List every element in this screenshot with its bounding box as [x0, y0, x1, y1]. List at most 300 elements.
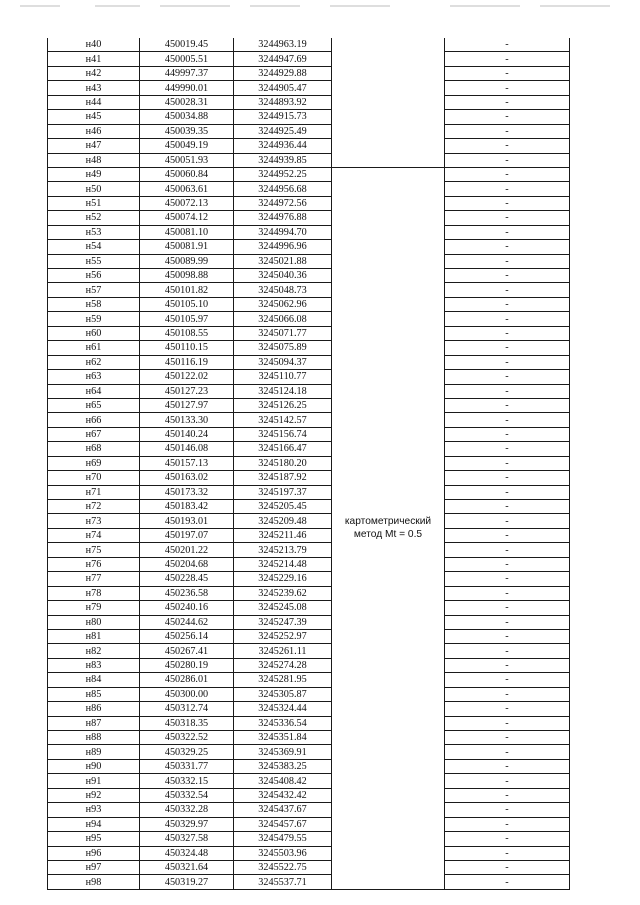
table-row [48, 846, 570, 860]
point-name-cell: н90 [48, 759, 140, 773]
accuracy-cell: - [445, 384, 570, 398]
y-coordinate-cell: 3245305.87 [234, 687, 332, 701]
point-name-cell: н40 [48, 38, 140, 52]
point-name-cell: н73 [48, 514, 140, 528]
table-row [48, 644, 570, 658]
y-coordinate-cell: 3245432.42 [234, 788, 332, 802]
table-row [48, 629, 570, 643]
table-row [48, 500, 570, 514]
point-name-cell: н76 [48, 557, 140, 571]
table-row [48, 471, 570, 485]
x-coordinate-cell: 450319.27 [140, 875, 234, 889]
x-coordinate-cell: 450324.48 [140, 846, 234, 860]
point-name-cell: н51 [48, 196, 140, 210]
x-coordinate-cell: 450051.93 [140, 153, 234, 167]
x-coordinate-cell: 450163.02 [140, 471, 234, 485]
table-row [48, 601, 570, 615]
method-cell [332, 167, 445, 889]
y-coordinate-cell: 3245110.77 [234, 370, 332, 384]
coordinates-table-body [48, 38, 570, 889]
point-name-cell: н55 [48, 254, 140, 268]
x-coordinate-cell: 450280.19 [140, 658, 234, 672]
x-coordinate-cell: 450072.13 [140, 196, 234, 210]
accuracy-cell: - [445, 471, 570, 485]
x-coordinate-cell: 450173.32 [140, 485, 234, 499]
table-row [48, 615, 570, 629]
x-coordinate-cell: 450039.35 [140, 124, 234, 138]
accuracy-cell: - [445, 283, 570, 297]
x-coordinate-cell: 450105.97 [140, 312, 234, 326]
table-row [48, 514, 570, 528]
x-coordinate-cell: 450108.55 [140, 326, 234, 340]
point-name-cell: н93 [48, 803, 140, 817]
accuracy-cell: - [445, 355, 570, 369]
x-coordinate-cell: 450329.97 [140, 817, 234, 831]
point-name-cell: н60 [48, 326, 140, 340]
x-coordinate-cell: 450157.13 [140, 456, 234, 470]
table-row [48, 370, 570, 384]
y-coordinate-cell: 3245252.97 [234, 629, 332, 643]
x-coordinate-cell: 450322.52 [140, 731, 234, 745]
accuracy-cell: - [445, 832, 570, 846]
x-coordinate-cell: 450060.84 [140, 167, 234, 181]
y-coordinate-cell: 3245211.46 [234, 528, 332, 542]
accuracy-cell: - [445, 788, 570, 802]
x-coordinate-cell: 450204.68 [140, 557, 234, 571]
accuracy-cell: - [445, 326, 570, 340]
accuracy-cell: - [445, 398, 570, 412]
point-name-cell: н43 [48, 81, 140, 95]
y-coordinate-cell: 3245261.11 [234, 644, 332, 658]
point-name-cell: н41 [48, 52, 140, 66]
y-coordinate-cell: 3245229.16 [234, 572, 332, 586]
point-name-cell: н94 [48, 817, 140, 831]
y-coordinate-cell: 3244994.70 [234, 225, 332, 239]
table-row [48, 139, 570, 153]
point-name-cell: н70 [48, 471, 140, 485]
accuracy-cell: - [445, 528, 570, 542]
y-coordinate-cell: 3245213.79 [234, 543, 332, 557]
y-coordinate-cell: 3245239.62 [234, 586, 332, 600]
point-name-cell: н87 [48, 716, 140, 730]
x-coordinate-cell: 450228.45 [140, 572, 234, 586]
point-name-cell: н95 [48, 832, 140, 846]
y-coordinate-cell: 3245062.96 [234, 297, 332, 311]
x-coordinate-cell: 449990.01 [140, 81, 234, 95]
table-row [48, 196, 570, 210]
method-label-line2: метод Mt = 0.5 [353, 529, 423, 541]
accuracy-cell: - [445, 586, 570, 600]
point-name-cell: н61 [48, 341, 140, 355]
x-coordinate-cell: 450127.23 [140, 384, 234, 398]
y-coordinate-cell: 3245166.47 [234, 442, 332, 456]
point-name-cell: н83 [48, 658, 140, 672]
point-name-cell: н75 [48, 543, 140, 557]
accuracy-cell: - [445, 211, 570, 225]
table-row [48, 297, 570, 311]
x-coordinate-cell: 450300.00 [140, 687, 234, 701]
accuracy-cell: - [445, 774, 570, 788]
table-row [48, 341, 570, 355]
point-name-cell: н86 [48, 702, 140, 716]
accuracy-cell: - [445, 413, 570, 427]
point-name-cell: н98 [48, 875, 140, 889]
table-row [48, 427, 570, 441]
x-coordinate-cell: 450122.02 [140, 370, 234, 384]
x-coordinate-cell: 450028.31 [140, 95, 234, 109]
x-coordinate-cell: 450267.41 [140, 644, 234, 658]
y-coordinate-cell: 3245126.25 [234, 398, 332, 412]
point-name-cell: н82 [48, 644, 140, 658]
accuracy-cell: - [445, 81, 570, 95]
y-coordinate-cell: 3245324.44 [234, 702, 332, 716]
x-coordinate-cell: 450116.19 [140, 355, 234, 369]
point-name-cell: н96 [48, 846, 140, 860]
accuracy-cell: - [445, 759, 570, 773]
y-coordinate-cell: 3244925.49 [234, 124, 332, 138]
y-coordinate-cell: 3245351.84 [234, 731, 332, 745]
accuracy-cell: - [445, 38, 570, 52]
accuracy-cell: - [445, 673, 570, 687]
table-row [48, 543, 570, 557]
point-name-cell: н57 [48, 283, 140, 297]
table-row [48, 788, 570, 802]
y-coordinate-cell: 3245156.74 [234, 427, 332, 441]
accuracy-cell: - [445, 860, 570, 874]
y-coordinate-cell: 3245537.71 [234, 875, 332, 889]
point-name-cell: н85 [48, 687, 140, 701]
coordinates-table-wrapper [47, 38, 570, 890]
table-row [48, 572, 570, 586]
x-coordinate-cell: 450019.45 [140, 38, 234, 52]
accuracy-cell: - [445, 225, 570, 239]
accuracy-cell: - [445, 312, 570, 326]
table-row [48, 182, 570, 196]
coordinates-table [47, 38, 570, 890]
accuracy-cell: - [445, 745, 570, 759]
table-row [48, 731, 570, 745]
point-name-cell: н50 [48, 182, 140, 196]
x-coordinate-cell: 450240.16 [140, 601, 234, 615]
point-name-cell: н59 [48, 312, 140, 326]
accuracy-cell: - [445, 803, 570, 817]
accuracy-cell: - [445, 196, 570, 210]
table-row [48, 254, 570, 268]
y-coordinate-cell: 3244996.96 [234, 240, 332, 254]
x-coordinate-cell: 450256.14 [140, 629, 234, 643]
x-coordinate-cell: 450332.28 [140, 803, 234, 817]
accuracy-cell: - [445, 297, 570, 311]
point-name-cell: н47 [48, 139, 140, 153]
table-row [48, 673, 570, 687]
point-name-cell: н71 [48, 485, 140, 499]
table-row [48, 66, 570, 80]
point-name-cell: н91 [48, 774, 140, 788]
point-name-cell: н46 [48, 124, 140, 138]
table-row [48, 745, 570, 759]
point-name-cell: н49 [48, 167, 140, 181]
table-row [48, 832, 570, 846]
table-row [48, 528, 570, 542]
table-row [48, 355, 570, 369]
accuracy-cell: - [445, 139, 570, 153]
method-label-line1: картометрический [344, 516, 432, 528]
point-name-cell: н89 [48, 745, 140, 759]
accuracy-cell: - [445, 240, 570, 254]
y-coordinate-cell: 3244936.44 [234, 139, 332, 153]
y-coordinate-cell: 3245522.75 [234, 860, 332, 874]
y-coordinate-cell: 3245040.36 [234, 269, 332, 283]
x-coordinate-cell: 450005.51 [140, 52, 234, 66]
x-coordinate-cell: 450244.62 [140, 615, 234, 629]
x-coordinate-cell: 450081.10 [140, 225, 234, 239]
table-row [48, 283, 570, 297]
accuracy-cell: - [445, 442, 570, 456]
accuracy-cell: - [445, 500, 570, 514]
accuracy-cell: - [445, 341, 570, 355]
table-row [48, 124, 570, 138]
accuracy-cell: - [445, 543, 570, 557]
table-row [48, 211, 570, 225]
table-row [48, 240, 570, 254]
y-coordinate-cell: 3245209.48 [234, 514, 332, 528]
point-name-cell: н69 [48, 456, 140, 470]
table-row [48, 52, 570, 66]
table-row [48, 398, 570, 412]
point-name-cell: н63 [48, 370, 140, 384]
point-name-cell: н79 [48, 601, 140, 615]
x-coordinate-cell: 450063.61 [140, 182, 234, 196]
y-coordinate-cell: 3244947.69 [234, 52, 332, 66]
table-row [48, 326, 570, 340]
point-name-cell: н67 [48, 427, 140, 441]
y-coordinate-cell: 3245142.57 [234, 413, 332, 427]
y-coordinate-cell: 3245369.91 [234, 745, 332, 759]
x-coordinate-cell: 450312.74 [140, 702, 234, 716]
x-coordinate-cell: 450089.99 [140, 254, 234, 268]
y-coordinate-cell: 3244952.25 [234, 167, 332, 181]
x-coordinate-cell: 450193.01 [140, 514, 234, 528]
table-row [48, 312, 570, 326]
y-coordinate-cell: 3244972.56 [234, 196, 332, 210]
table-row [48, 759, 570, 773]
x-coordinate-cell: 450127.97 [140, 398, 234, 412]
x-coordinate-cell: 450236.58 [140, 586, 234, 600]
table-row [48, 81, 570, 95]
y-coordinate-cell: 3245180.20 [234, 456, 332, 470]
y-coordinate-cell: 3244915.73 [234, 110, 332, 124]
x-coordinate-cell: 450286.01 [140, 673, 234, 687]
x-coordinate-cell: 450331.77 [140, 759, 234, 773]
accuracy-cell: - [445, 370, 570, 384]
accuracy-cell: - [445, 95, 570, 109]
x-coordinate-cell: 450110.15 [140, 341, 234, 355]
accuracy-cell: - [445, 514, 570, 528]
table-row [48, 110, 570, 124]
accuracy-cell: - [445, 846, 570, 860]
accuracy-cell: - [445, 716, 570, 730]
accuracy-cell: - [445, 702, 570, 716]
table-row [48, 774, 570, 788]
point-name-cell: н48 [48, 153, 140, 167]
point-name-cell: н54 [48, 240, 140, 254]
accuracy-cell: - [445, 572, 570, 586]
table-row [48, 557, 570, 571]
accuracy-cell: - [445, 456, 570, 470]
table-row [48, 702, 570, 716]
scan-noise-top [0, 0, 640, 12]
x-coordinate-cell: 450318.35 [140, 716, 234, 730]
y-coordinate-cell: 3245094.37 [234, 355, 332, 369]
x-coordinate-cell: 450197.07 [140, 528, 234, 542]
x-coordinate-cell: 450049.19 [140, 139, 234, 153]
point-name-cell: н42 [48, 66, 140, 80]
x-coordinate-cell: 450321.64 [140, 860, 234, 874]
y-coordinate-cell: 3245245.08 [234, 601, 332, 615]
x-coordinate-cell: 450034.88 [140, 110, 234, 124]
x-coordinate-cell: 450074.12 [140, 211, 234, 225]
y-coordinate-cell: 3245457.67 [234, 817, 332, 831]
accuracy-cell: - [445, 557, 570, 571]
point-name-cell: н84 [48, 673, 140, 687]
y-coordinate-cell: 3245281.95 [234, 673, 332, 687]
point-name-cell: н97 [48, 860, 140, 874]
y-coordinate-cell: 3244939.85 [234, 153, 332, 167]
x-coordinate-cell: 450098.88 [140, 269, 234, 283]
point-name-cell: н45 [48, 110, 140, 124]
accuracy-cell: - [445, 629, 570, 643]
y-coordinate-cell: 3245048.73 [234, 283, 332, 297]
accuracy-cell: - [445, 687, 570, 701]
table-row [48, 716, 570, 730]
table-row [48, 225, 570, 239]
table-row [48, 442, 570, 456]
y-coordinate-cell: 3245066.08 [234, 312, 332, 326]
accuracy-cell: - [445, 124, 570, 138]
point-name-cell: н65 [48, 398, 140, 412]
x-coordinate-cell: 450183.42 [140, 500, 234, 514]
point-name-cell: н66 [48, 413, 140, 427]
x-coordinate-cell: 450133.30 [140, 413, 234, 427]
y-coordinate-cell: 3244976.88 [234, 211, 332, 225]
table-row [48, 817, 570, 831]
point-name-cell: н74 [48, 528, 140, 542]
y-coordinate-cell: 3245383.25 [234, 759, 332, 773]
x-coordinate-cell: 450332.15 [140, 774, 234, 788]
point-name-cell: н44 [48, 95, 140, 109]
y-coordinate-cell: 3244929.88 [234, 66, 332, 80]
y-coordinate-cell: 3245075.89 [234, 341, 332, 355]
accuracy-cell: - [445, 485, 570, 499]
table-row [48, 384, 570, 398]
x-coordinate-cell: 450329.25 [140, 745, 234, 759]
accuracy-cell: - [445, 182, 570, 196]
accuracy-cell: - [445, 817, 570, 831]
table-row [48, 456, 570, 470]
accuracy-cell: - [445, 875, 570, 889]
x-coordinate-cell: 450081.91 [140, 240, 234, 254]
y-coordinate-cell: 3245205.45 [234, 500, 332, 514]
accuracy-cell: - [445, 66, 570, 80]
y-coordinate-cell: 3245071.77 [234, 326, 332, 340]
table-row [48, 153, 570, 167]
accuracy-cell: - [445, 644, 570, 658]
x-coordinate-cell: 450101.82 [140, 283, 234, 297]
accuracy-cell: - [445, 110, 570, 124]
y-coordinate-cell: 3245214.48 [234, 557, 332, 571]
point-name-cell: н68 [48, 442, 140, 456]
y-coordinate-cell: 3245197.37 [234, 485, 332, 499]
x-coordinate-cell: 450146.08 [140, 442, 234, 456]
y-coordinate-cell: 3245187.92 [234, 471, 332, 485]
table-row [48, 95, 570, 109]
method-cell-upper [332, 38, 445, 167]
point-name-cell: н80 [48, 615, 140, 629]
x-coordinate-cell: 450105.10 [140, 297, 234, 311]
y-coordinate-cell: 3244956.68 [234, 182, 332, 196]
table-row [48, 167, 570, 181]
y-coordinate-cell: 3245021.88 [234, 254, 332, 268]
y-coordinate-cell: 3244963.19 [234, 38, 332, 52]
table-row [48, 658, 570, 672]
table-row [48, 269, 570, 283]
accuracy-cell: - [445, 153, 570, 167]
point-name-cell: н92 [48, 788, 140, 802]
point-name-cell: н77 [48, 572, 140, 586]
y-coordinate-cell: 3245437.67 [234, 803, 332, 817]
x-coordinate-cell: 449997.37 [140, 66, 234, 80]
y-coordinate-cell: 3245336.54 [234, 716, 332, 730]
accuracy-cell: - [445, 658, 570, 672]
point-name-cell: н78 [48, 586, 140, 600]
y-coordinate-cell: 3244905.47 [234, 81, 332, 95]
table-row [48, 485, 570, 499]
accuracy-cell: - [445, 731, 570, 745]
table-row [48, 38, 570, 52]
table-row [48, 687, 570, 701]
accuracy-cell: - [445, 269, 570, 283]
x-coordinate-cell: 450332.54 [140, 788, 234, 802]
y-coordinate-cell: 3245247.39 [234, 615, 332, 629]
y-coordinate-cell: 3245408.42 [234, 774, 332, 788]
table-row [48, 875, 570, 889]
point-name-cell: н64 [48, 384, 140, 398]
y-coordinate-cell: 3245124.18 [234, 384, 332, 398]
point-name-cell: н81 [48, 629, 140, 643]
table-row [48, 586, 570, 600]
x-coordinate-cell: 450327.58 [140, 832, 234, 846]
point-name-cell: н53 [48, 225, 140, 239]
y-coordinate-cell: 3245503.96 [234, 846, 332, 860]
accuracy-cell: - [445, 601, 570, 615]
accuracy-cell: - [445, 254, 570, 268]
point-name-cell: н56 [48, 269, 140, 283]
accuracy-cell: - [445, 167, 570, 181]
point-name-cell: н88 [48, 731, 140, 745]
table-row [48, 860, 570, 874]
table-row [48, 803, 570, 817]
x-coordinate-cell: 450201.22 [140, 543, 234, 557]
table-row [48, 413, 570, 427]
point-name-cell: н72 [48, 500, 140, 514]
point-name-cell: н62 [48, 355, 140, 369]
point-name-cell: н58 [48, 297, 140, 311]
y-coordinate-cell: 3245479.55 [234, 832, 332, 846]
point-name-cell: н52 [48, 211, 140, 225]
accuracy-cell: - [445, 427, 570, 441]
y-coordinate-cell: 3244893.92 [234, 95, 332, 109]
x-coordinate-cell: 450140.24 [140, 427, 234, 441]
